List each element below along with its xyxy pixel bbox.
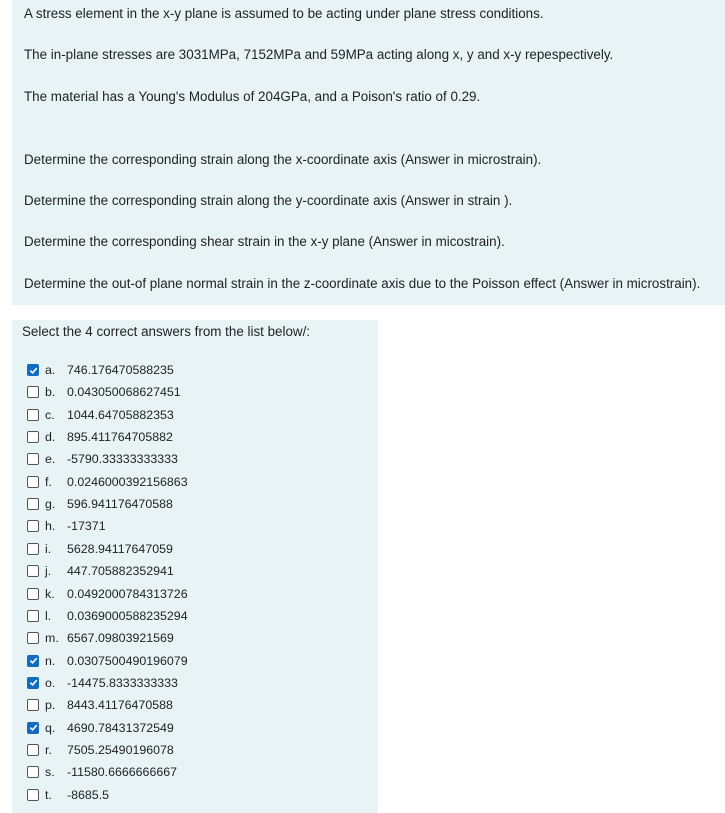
question-text-panel: [12, 0, 725, 305]
answer-option-value: 1044.64705882353: [67, 407, 174, 422]
answer-option-value: -11580.6666666667: [67, 765, 178, 780]
question-line-stresses: The in-plane stresses are 3031MPa, 7152MPa and 59MPa acting along x, y and x-y repespectively.: [24, 47, 614, 62]
checkbox-checked[interactable]: [27, 677, 39, 689]
answer-option-letter: s.: [45, 765, 55, 780]
answer-option-letter: l.: [45, 608, 52, 623]
answer-option-value: 596.941176470588: [67, 497, 173, 512]
answer-option-letter: a.: [45, 363, 56, 377]
answer-option-letter: h.: [45, 519, 56, 534]
answer-option-j[interactable]: [27, 561, 367, 581]
answer-option-letter: c.: [45, 407, 55, 422]
checkbox[interactable]: [27, 565, 39, 577]
answer-option-n[interactable]: [27, 651, 367, 671]
answer-option-d[interactable]: [27, 427, 367, 447]
answer-option-o[interactable]: [27, 673, 367, 693]
answer-option-value: 447.705882352941: [67, 564, 174, 579]
checkbox[interactable]: [27, 453, 39, 465]
question-line-intro: A stress element in the x-y plane is assumed to be acting under plane stress conditions.: [24, 6, 544, 21]
checkmark-icon: [29, 723, 38, 732]
checkbox-checked[interactable]: [27, 722, 39, 734]
answer-option-letter: t.: [45, 787, 52, 802]
checkbox-checked[interactable]: [27, 364, 39, 376]
answer-prompt: Select the 4 correct answers from the list below/:: [22, 324, 311, 339]
answer-option-r[interactable]: [27, 740, 367, 760]
checkbox[interactable]: [27, 409, 39, 421]
answer-option-k[interactable]: [27, 584, 367, 604]
checkmark-icon: [29, 366, 38, 375]
checkbox[interactable]: [27, 766, 39, 778]
checkmark-icon: [29, 656, 38, 665]
answer-option-letter: m.: [45, 631, 59, 646]
answer-option-value: 0.0369000588235294: [67, 608, 188, 623]
checkbox[interactable]: [27, 543, 39, 555]
checkbox[interactable]: [27, 744, 39, 756]
checkbox[interactable]: [27, 520, 39, 532]
answer-panel: [12, 320, 378, 813]
answer-option-letter: k.: [45, 586, 55, 601]
answer-option-m[interactable]: [27, 628, 367, 648]
answer-option-h[interactable]: [27, 516, 367, 536]
answer-option-e[interactable]: [27, 449, 367, 469]
answer-option-value: 4690.78431372549: [67, 720, 174, 735]
checkbox[interactable]: [27, 431, 39, 443]
checkbox[interactable]: [27, 699, 39, 711]
answer-option-p[interactable]: [27, 695, 367, 715]
answer-option-letter: f.: [45, 474, 52, 489]
answer-option-a[interactable]: [27, 360, 367, 380]
answer-option-letter: r.: [45, 742, 52, 757]
answer-option-value: 0.0246000392156863: [67, 474, 188, 489]
answer-option-value: 746.176470588235: [67, 363, 174, 377]
answer-option-letter: p.: [45, 698, 56, 713]
checkmark-icon: [29, 678, 38, 687]
answer-option-b[interactable]: [27, 382, 367, 402]
checkbox[interactable]: [27, 610, 39, 622]
answer-option-value: 5628.94117647059: [67, 541, 173, 556]
checkbox[interactable]: [27, 498, 39, 510]
answer-option-t[interactable]: [27, 785, 367, 805]
checkbox[interactable]: [27, 386, 39, 398]
answer-option-value: 0.043050068627451: [67, 385, 181, 400]
question-line-task-y: Determine the corresponding strain along the y-coordinate axis (Answer in strain ).: [24, 193, 513, 208]
answer-option-value: -14475.8333333333: [67, 675, 178, 690]
answer-option-i[interactable]: [27, 539, 367, 559]
answer-option-value: 8443.41176470588: [67, 698, 173, 713]
answer-option-value: -17371: [67, 519, 106, 534]
checkbox[interactable]: [27, 789, 39, 801]
checkbox-checked[interactable]: [27, 655, 39, 667]
checkbox[interactable]: [27, 476, 39, 488]
answer-option-s[interactable]: [27, 762, 367, 782]
answer-option-letter: b.: [45, 385, 56, 400]
answer-option-c[interactable]: [27, 405, 367, 425]
answer-option-value: 0.0492000784313726: [67, 586, 188, 601]
question-line-task-z: Determine the out-of plane normal strain in the z-coordinate axis due to the Poisson effect (Answer in microstrain).: [24, 276, 701, 291]
answer-option-letter: n.: [45, 653, 56, 668]
question-line-task-x: Determine the corresponding strain along the x-coordinate axis (Answer in microstrain).: [24, 152, 542, 167]
answer-option-f[interactable]: [27, 472, 367, 492]
answer-option-letter: j.: [45, 564, 52, 579]
question-line-task-xy: Determine the corresponding shear strain in the x-y plane (Answer in micostrain).: [24, 234, 505, 249]
answer-option-letter: o.: [45, 675, 56, 690]
answer-option-letter: d.: [45, 430, 56, 445]
answer-option-letter: i.: [45, 541, 52, 556]
checkbox[interactable]: [27, 588, 39, 600]
answer-option-letter: e.: [45, 452, 56, 467]
answer-option-value: 0.0307500490196079: [67, 653, 188, 668]
answer-option-value: -8685.5: [67, 787, 110, 802]
answer-option-g[interactable]: [27, 494, 367, 514]
answer-option-letter: q.: [45, 720, 56, 735]
checkbox[interactable]: [27, 632, 39, 644]
answer-option-value: 895.411764705882: [67, 430, 173, 445]
answer-option-value: 6567.09803921569: [67, 631, 174, 646]
answer-option-l[interactable]: [27, 606, 367, 626]
answer-option-value: -5790.33333333333: [67, 452, 178, 467]
question-line-material: The material has a Young's Modulus of 204GPa, and a Poison's ratio of 0.29.: [24, 89, 481, 104]
answer-option-value: 7505.25490196078: [67, 742, 174, 757]
answer-option-letter: g.: [45, 497, 56, 512]
answer-option-q[interactable]: [27, 718, 367, 738]
